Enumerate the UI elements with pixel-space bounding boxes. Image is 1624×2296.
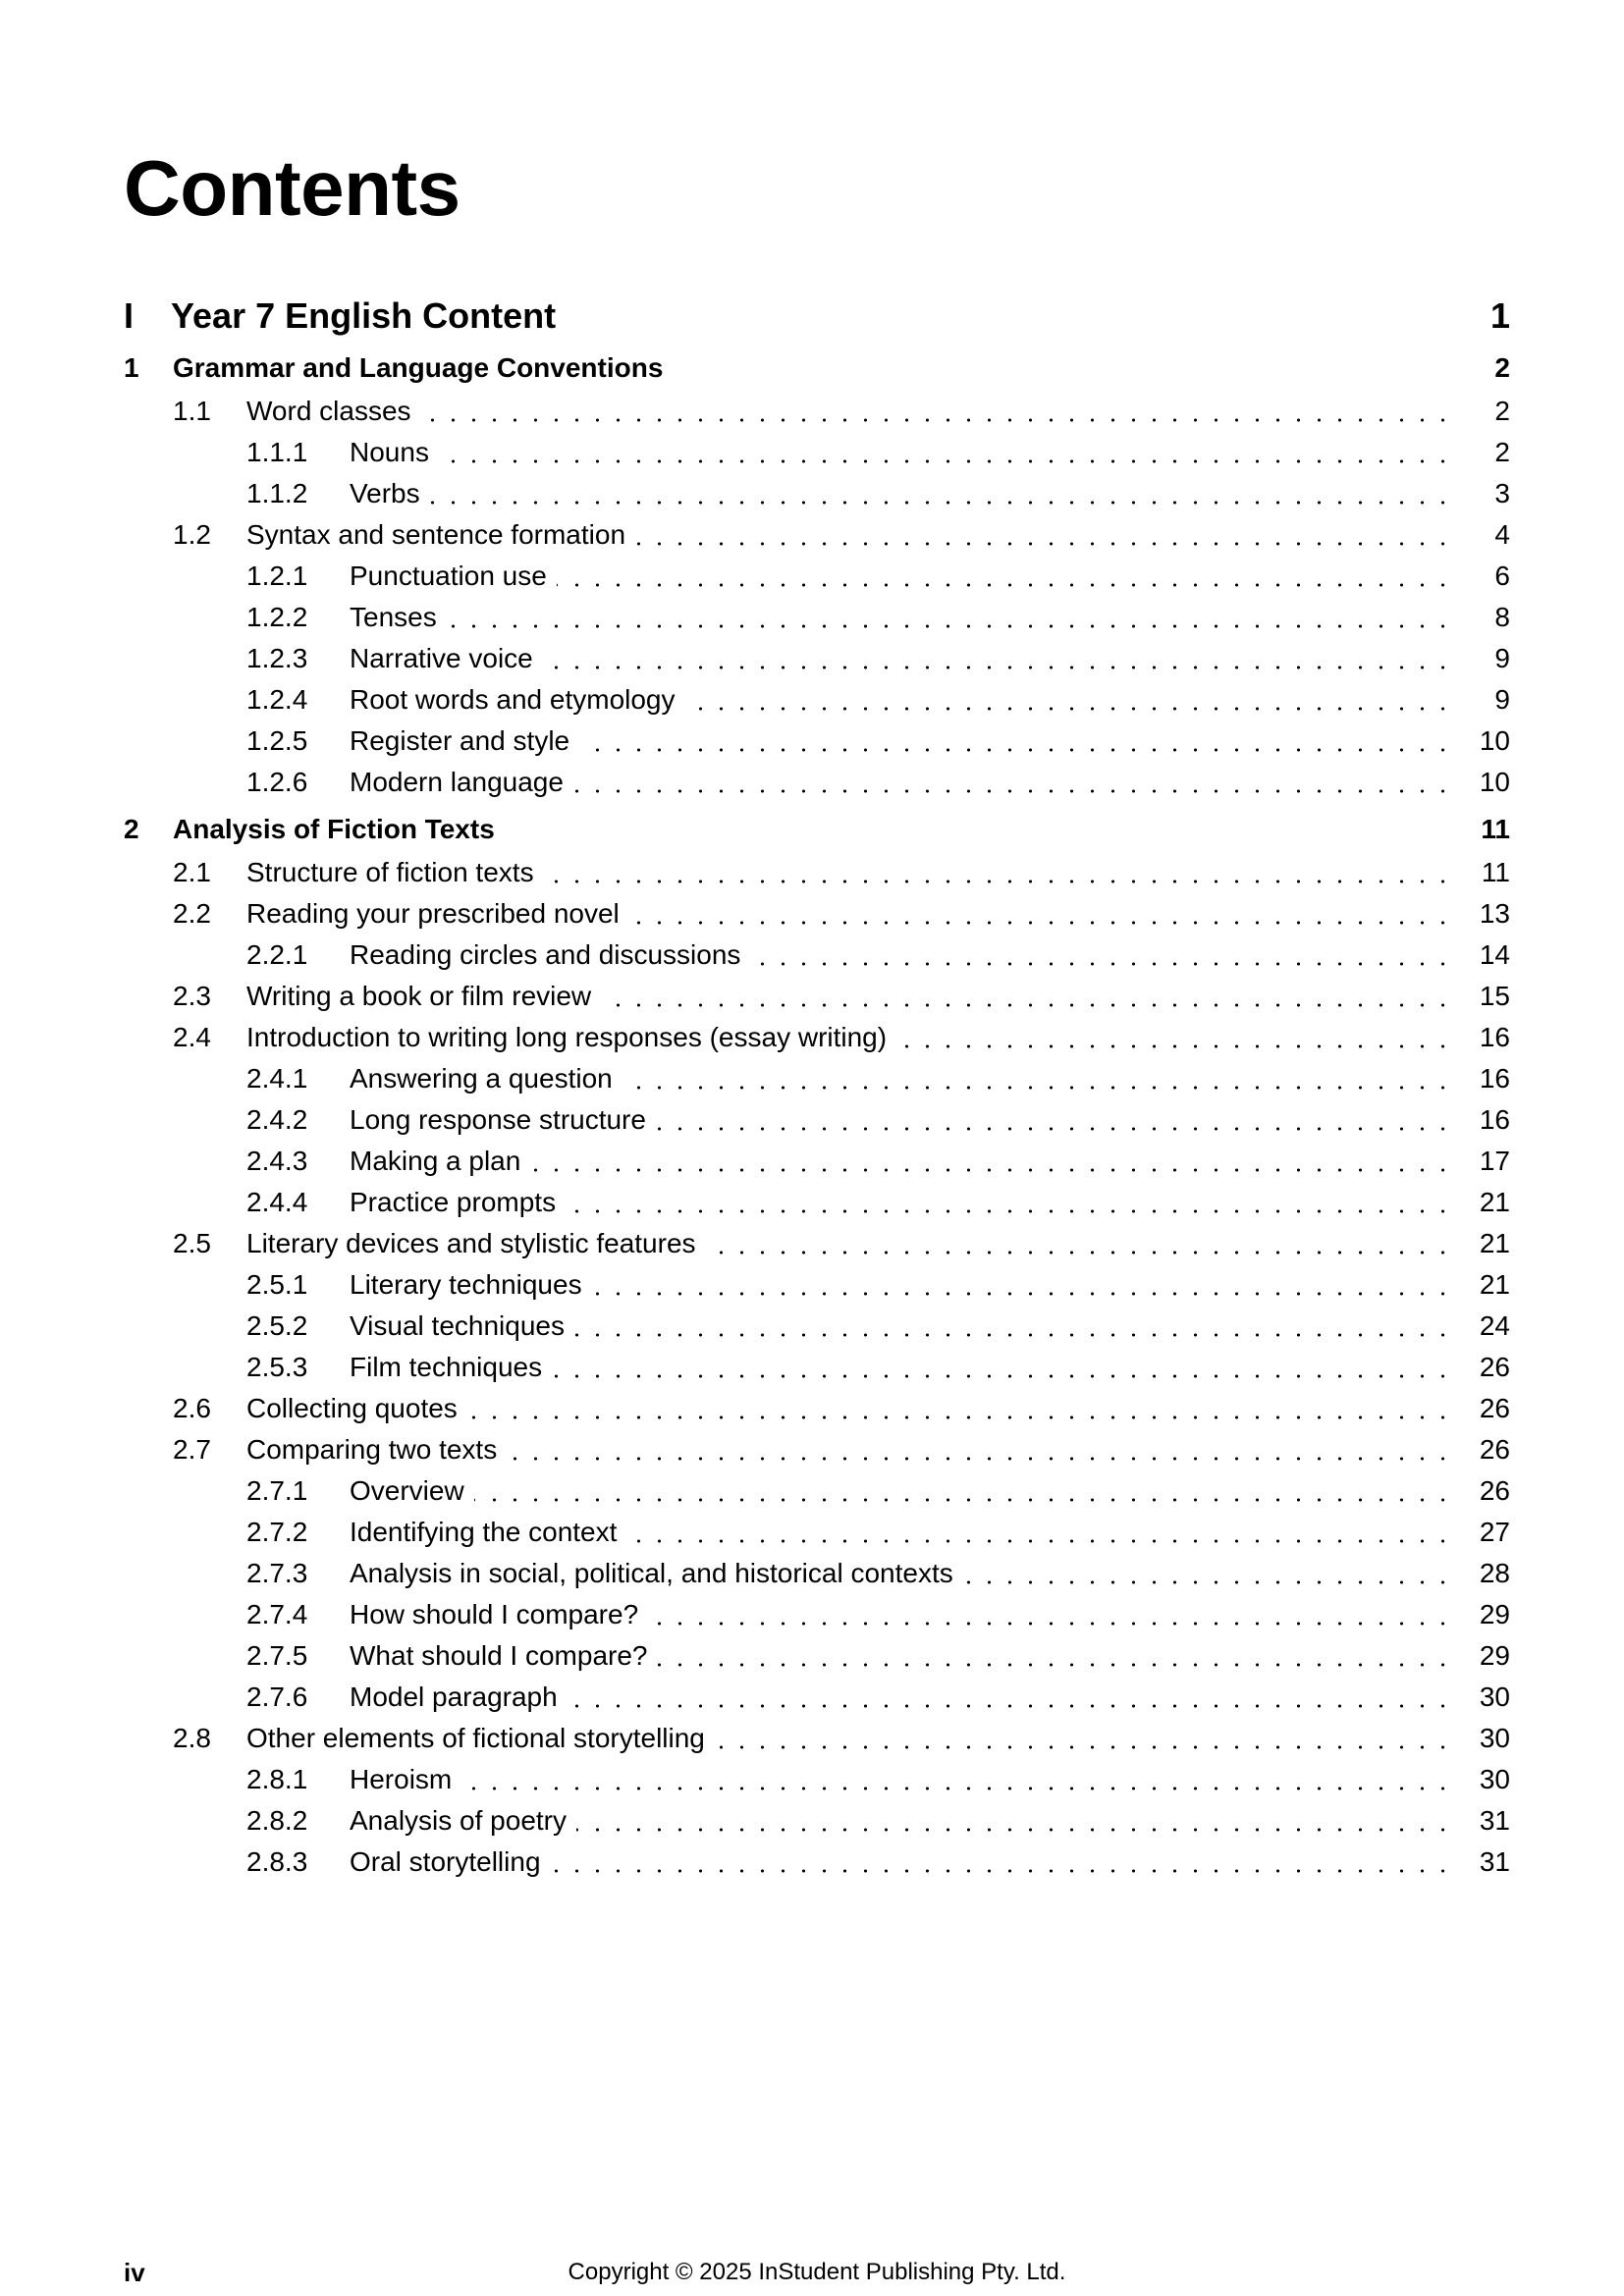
dot-leader [574,1306,1453,1347]
dot-leader [576,1800,1453,1842]
toc-subsection-entry[interactable] [124,1347,1510,1388]
toc-subsection-entry[interactable] [124,934,1510,976]
toc-subsection-entry[interactable] [124,1635,1510,1677]
part-number: I [124,295,135,336]
entry-page-number: 9 [1494,643,1510,673]
toc-subsection-entry[interactable] [124,1470,1510,1512]
part-title: Year 7 English Content [171,295,557,336]
dot-leader [579,721,1453,762]
entry-number: 2.7.2 [246,1517,308,1547]
dot-leader [715,1718,1453,1759]
toc-subsection-entry[interactable] [124,762,1510,803]
entry-number: 2.5.2 [246,1310,308,1341]
entry-number: 2.5.3 [246,1352,308,1382]
entry-page-number: 31 [1479,1805,1510,1836]
toc-subsection-entry[interactable] [124,556,1510,597]
dot-leader [623,1058,1453,1099]
table-of-contents [124,347,1510,1883]
toc-subsection-entry[interactable] [124,1141,1510,1182]
entry-title: Verbs [350,478,426,508]
entry-number: 2.4.1 [246,1063,308,1094]
entry-page-number: 30 [1479,1764,1510,1794]
entry-page-number: 11 [1481,857,1510,887]
entry-number: 2.4 [173,1022,211,1052]
toc-chapter-entry[interactable] [124,347,1510,391]
toc-subsection-entry[interactable] [124,721,1510,762]
dot-leader [566,1182,1453,1223]
toc-section-entry[interactable] [124,893,1510,934]
entry-number: 2.2 [173,898,211,929]
entry-title: Nouns [350,437,435,467]
entry-title: Answering a question [350,1063,619,1094]
entry-number: 2.7.6 [246,1682,308,1712]
entry-page-number: 24 [1479,1310,1510,1341]
entry-title: Narrative voice [350,643,539,673]
dot-leader [530,1141,1453,1182]
dot-leader [592,1264,1453,1306]
entry-number: 2.5.1 [246,1269,308,1300]
entry-title: Analysis of poetry [350,1805,572,1836]
entry-title: How should I compare? [350,1599,644,1629]
toc-subsection-entry[interactable] [124,597,1510,638]
entry-page-number: 26 [1479,1393,1510,1423]
entry-number: 2.7.1 [246,1475,308,1506]
dot-leader [439,432,1453,473]
toc-section-entry[interactable] [124,391,1510,432]
entry-page-number: 2 [1494,352,1510,383]
dot-leader [706,1223,1453,1264]
dot-leader [557,556,1453,597]
toc-subsection-entry[interactable] [124,638,1510,679]
toc-section-entry[interactable] [124,1223,1510,1264]
entry-title: Modern language [350,767,569,797]
entry-title: Analysis of Fiction Texts [173,814,501,844]
entry-title: Register and style [350,725,575,756]
entry-number: 2.8 [173,1723,211,1753]
dot-leader [551,1842,1453,1883]
entry-title: Tenses [350,602,443,632]
dot-leader [568,1677,1453,1718]
entry-number: 1.1 [173,396,211,426]
entry-title: Word classes [246,396,417,426]
dot-leader [507,1429,1453,1470]
page-footer [124,2258,1510,2287]
entry-title: Practice prompts [350,1187,562,1217]
entry-number: 1.2.2 [246,602,308,632]
entry-page-number: 2 [1494,396,1510,426]
dot-leader [430,473,1453,514]
entry-number: 2.7.4 [246,1599,308,1629]
toc-section-entry[interactable] [124,976,1510,1017]
entry-title: Literary devices and stylistic features [246,1228,702,1258]
toc-chapter-entry[interactable] [124,809,1510,852]
entry-number: 1.2 [173,519,211,550]
dot-leader [656,1099,1453,1141]
entry-title: Oral storytelling [350,1846,547,1877]
entry-page-number: 14 [1479,939,1510,970]
entry-title: Identifying the context [350,1517,623,1547]
entry-page-number: 4 [1494,519,1510,550]
entry-number: 2.7.3 [246,1558,308,1588]
entry-number: 1.1.1 [246,437,308,467]
dot-leader [544,852,1453,893]
toc-subsection-entry[interactable] [124,1594,1510,1635]
entry-page-number: 10 [1479,725,1510,756]
toc-subsection-entry[interactable] [124,1842,1510,1883]
entry-title: Punctuation use [350,561,553,591]
entry-page-number: 29 [1479,1640,1510,1671]
entry-number: 2.8.2 [246,1805,308,1836]
entry-number: 2.8.3 [246,1846,308,1877]
dot-leader [648,1594,1453,1635]
part-page-number: 1 [1489,295,1510,336]
entry-page-number: 28 [1479,1558,1510,1588]
entry-title: Introduction to writing long responses (essay writing) [246,1022,893,1052]
entry-page-number: 13 [1479,898,1510,929]
entry-title: Visual techniques [350,1310,570,1341]
entry-page-number: 6 [1494,561,1510,591]
dot-leader [658,1635,1453,1677]
entry-title: Overview [350,1475,470,1506]
entry-number: 1.2.3 [246,643,308,673]
entry-title: Film techniques [350,1352,548,1382]
entry-number: 2.7.5 [246,1640,308,1671]
entry-number: 2.7 [173,1434,211,1465]
entry-number: 2.1 [173,857,211,887]
dot-leader [750,934,1453,976]
toc-subsection-entry[interactable] [124,1512,1510,1553]
entry-page-number: 26 [1479,1475,1510,1506]
entry-page-number: 21 [1479,1269,1510,1300]
entry-number: 2.4.2 [246,1104,308,1135]
entry-page-number: 30 [1479,1682,1510,1712]
entry-title: What should I compare? [350,1640,654,1671]
toc-section-entry[interactable] [124,514,1510,556]
entry-page-number: 27 [1479,1517,1510,1547]
entry-page-number: 17 [1479,1146,1510,1176]
entry-title: Heroism [350,1764,458,1794]
dot-leader [635,514,1453,556]
entry-title: Comparing two texts [246,1434,503,1465]
entry-page-number: 30 [1479,1723,1510,1753]
copyright-notice: Copyright © 2025 InStudent Publishing Pty. Ltd. [568,2259,1066,2285]
entry-number: 2.2.1 [246,939,308,970]
entry-number: 2.4.4 [246,1187,308,1217]
dot-leader [543,638,1453,679]
toc-section-entry[interactable] [124,1388,1510,1429]
entry-number: 1.2.5 [246,725,308,756]
toc-subsection-entry[interactable] [124,473,1510,514]
entry-title: Model paragraph [350,1682,564,1712]
entry-page-number: 21 [1479,1187,1510,1217]
dot-leader [896,1017,1453,1058]
entry-title: Making a plan [350,1146,526,1176]
entry-title: Reading circles and discussions [350,939,746,970]
dot-leader [467,1388,1453,1429]
toc-subsection-entry[interactable] [124,1759,1510,1800]
entry-page-number: 11 [1481,814,1510,844]
entry-number: 2.8.1 [246,1764,308,1794]
entry-title: Writing a book or film review [246,981,597,1011]
entry-page-number: 26 [1479,1352,1510,1382]
toc-section-entry[interactable] [124,1718,1510,1759]
entry-title: Grammar and Language Conventions [173,352,669,383]
dot-leader [573,762,1453,803]
toc-subsection-entry[interactable] [124,432,1510,473]
entry-number: 1.2.4 [246,684,308,715]
dot-leader [963,1553,1453,1594]
dot-leader [626,1512,1453,1553]
entry-title: Analysis in social, political, and historical contexts [350,1558,959,1588]
entry-page-number: 31 [1479,1846,1510,1877]
toc-section-entry[interactable] [124,1429,1510,1470]
entry-page-number: 2 [1494,437,1510,467]
toc-subsection-entry[interactable] [124,679,1510,721]
entry-title: Literary techniques [350,1269,588,1300]
dot-leader [474,1470,1453,1512]
entry-number: 1.2.1 [246,561,308,591]
entry-title: Syntax and sentence formation [246,519,631,550]
entry-number: 2.5 [173,1228,211,1258]
toc-section-entry[interactable] [124,852,1510,893]
entry-title: Other elements of fictional storytelling [246,1723,711,1753]
entry-title: Structure of fiction texts [246,857,540,887]
entry-number: 1 [124,352,139,383]
toc-subsection-entry[interactable] [124,1677,1510,1718]
entry-page-number: 10 [1479,767,1510,797]
entry-page-number: 16 [1479,1022,1510,1052]
entry-number: 2.4.3 [246,1146,308,1176]
entry-page-number: 16 [1479,1104,1510,1135]
dot-leader [629,893,1453,934]
toc-subsection-entry[interactable] [124,1099,1510,1141]
dot-leader [601,976,1453,1017]
toc-subsection-entry[interactable] [124,1182,1510,1223]
dot-leader [552,1347,1453,1388]
toc-subsection-entry[interactable] [124,1306,1510,1347]
dot-leader [447,597,1453,638]
entry-page-number: 16 [1479,1063,1510,1094]
page-title: Contents [124,144,460,232]
entry-page-number: 15 [1479,981,1510,1011]
toc-part-heading[interactable] [124,294,1510,338]
entry-title: Long response structure [350,1104,652,1135]
entry-number: 2.3 [173,981,211,1011]
entry-page-number: 8 [1494,602,1510,632]
toc-subsection-entry[interactable] [124,1058,1510,1099]
toc-subsection-entry[interactable] [124,1264,1510,1306]
page-folio: iv [124,2258,145,2287]
dot-leader [461,1759,1453,1800]
entry-title: Root words and etymology [350,684,681,715]
entry-page-number: 21 [1479,1228,1510,1258]
entry-page-number: 26 [1479,1434,1510,1465]
toc-subsection-entry[interactable] [124,1553,1510,1594]
toc-section-entry[interactable] [124,1017,1510,1058]
dot-leader [421,391,1453,432]
entry-title: Reading your prescribed novel [246,898,625,929]
entry-page-number: 9 [1494,684,1510,715]
entry-page-number: 29 [1479,1599,1510,1629]
entry-title: Collecting quotes [246,1393,463,1423]
entry-number: 2 [124,814,139,844]
toc-subsection-entry[interactable] [124,1800,1510,1842]
entry-number: 1.1.2 [246,478,308,508]
dot-leader [685,679,1453,721]
entry-number: 1.2.6 [246,767,308,797]
entry-page-number: 3 [1494,478,1510,508]
entry-number: 2.6 [173,1393,211,1423]
